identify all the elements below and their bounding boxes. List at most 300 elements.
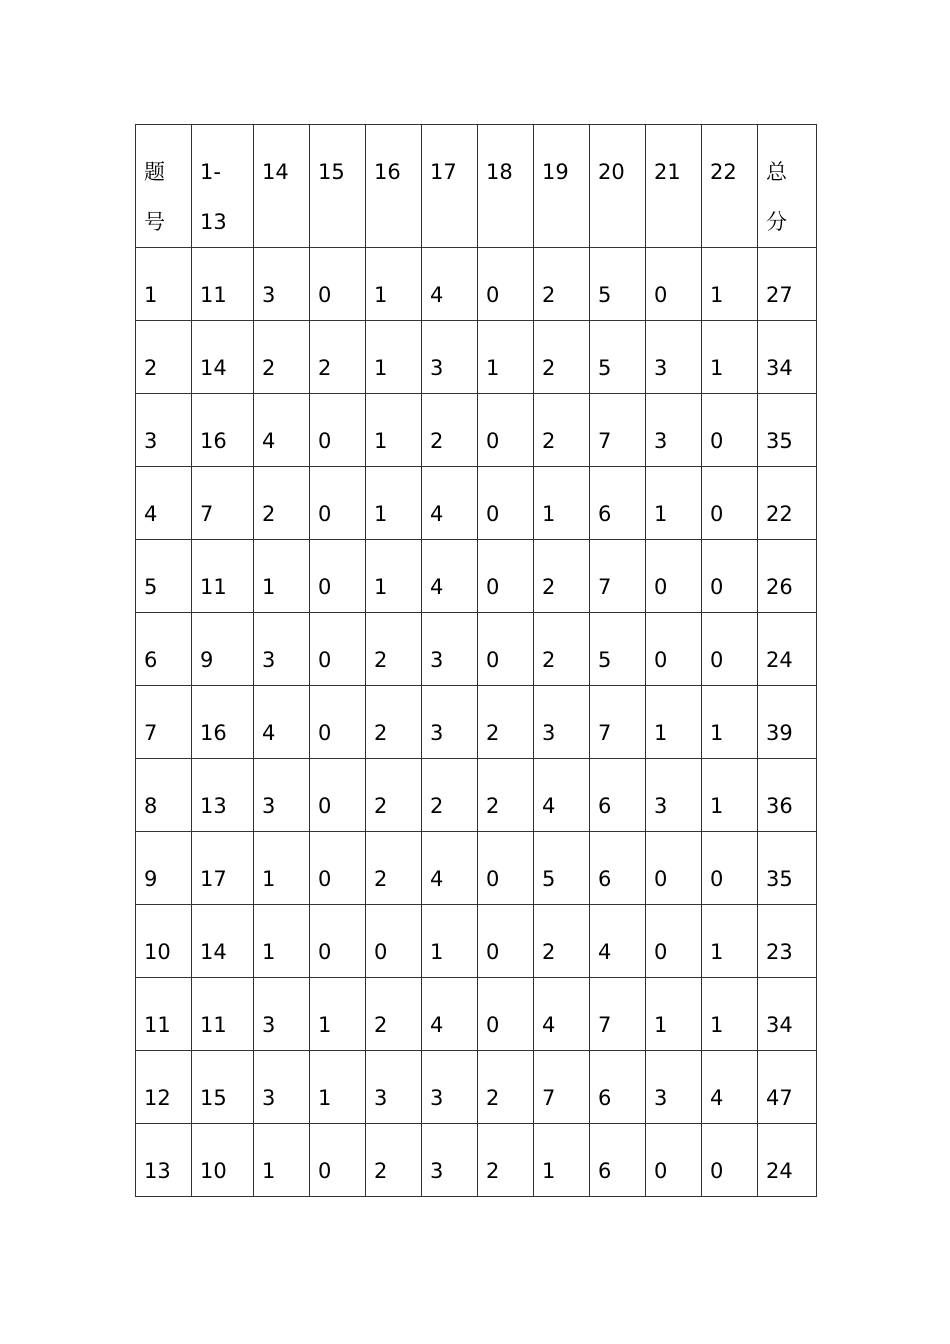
score-cell — [192, 1124, 254, 1197]
table-row — [136, 540, 817, 613]
cell-value: 1 — [374, 502, 388, 526]
cell-value: 26 — [766, 575, 793, 599]
header-label: 题号 — [144, 160, 165, 234]
cell-value: 4 — [542, 794, 556, 818]
header-row — [136, 125, 817, 248]
cell-value: 7 — [542, 1086, 556, 1110]
cell-value: 0 — [654, 648, 668, 672]
header-cell-question-number — [136, 125, 192, 248]
score-cell — [702, 686, 758, 759]
cell-value: 11 — [200, 1013, 227, 1037]
header-cell-q21 — [646, 125, 702, 248]
score-cell — [192, 1051, 254, 1124]
cell-value: 7 — [144, 721, 158, 745]
cell-value: 0 — [710, 1159, 724, 1183]
score-cell — [534, 686, 590, 759]
total-score-cell — [758, 613, 817, 686]
table-row — [136, 832, 817, 905]
cell-value: 0 — [710, 502, 724, 526]
cell-value: 2 — [486, 1159, 500, 1183]
cell-value: 1 — [654, 721, 668, 745]
score-cell — [702, 540, 758, 613]
score-cell — [366, 832, 422, 905]
score-table — [135, 124, 817, 1197]
header-label: 15 — [318, 160, 345, 184]
cell-value: 4 — [542, 1013, 556, 1037]
score-cell — [478, 248, 534, 321]
table-row — [136, 1124, 817, 1197]
cell-value: 9 — [144, 867, 158, 891]
cell-value: 39 — [766, 721, 793, 745]
header-cell-q20 — [590, 125, 646, 248]
cell-value: 6 — [598, 794, 612, 818]
table-row — [136, 686, 817, 759]
cell-value: 6 — [598, 1159, 612, 1183]
cell-value: 1 — [710, 356, 724, 380]
cell-value: 16 — [200, 721, 227, 745]
cell-value: 2 — [374, 1159, 388, 1183]
score-cell — [192, 467, 254, 540]
cell-value: 10 — [200, 1159, 227, 1183]
score-cell — [366, 394, 422, 467]
cell-value: 5 — [542, 867, 556, 891]
cell-value: 6 — [598, 502, 612, 526]
cell-value: 2 — [542, 575, 556, 599]
cell-value: 3 — [430, 648, 444, 672]
cell-value: 0 — [654, 867, 668, 891]
cell-value: 0 — [486, 575, 500, 599]
header-label: 总分 — [766, 160, 787, 234]
cell-value: 1 — [374, 283, 388, 307]
score-cell — [478, 832, 534, 905]
cell-value: 4 — [262, 721, 276, 745]
score-cell — [590, 905, 646, 978]
cell-value: 0 — [710, 648, 724, 672]
score-cell — [646, 832, 702, 905]
cell-value: 13 — [144, 1159, 171, 1183]
score-cell — [590, 321, 646, 394]
cell-value: 2 — [374, 1013, 388, 1037]
score-cell — [590, 248, 646, 321]
score-cell — [646, 321, 702, 394]
cell-value: 11 — [200, 575, 227, 599]
score-cell — [310, 540, 366, 613]
score-cell — [478, 759, 534, 832]
cell-value: 2 — [542, 648, 556, 672]
score-cell — [534, 540, 590, 613]
cell-value: 23 — [766, 940, 793, 964]
cell-value: 0 — [486, 502, 500, 526]
cell-value: 0 — [318, 648, 332, 672]
score-cell — [366, 905, 422, 978]
cell-value: 7 — [598, 721, 612, 745]
cell-value: 1 — [318, 1013, 332, 1037]
cell-value: 0 — [486, 940, 500, 964]
cell-value: 0 — [318, 502, 332, 526]
cell-value: 0 — [318, 867, 332, 891]
cell-value: 17 — [200, 867, 227, 891]
score-cell — [534, 613, 590, 686]
cell-value: 2 — [374, 794, 388, 818]
cell-value: 22 — [766, 502, 793, 526]
score-cell — [310, 978, 366, 1051]
score-cell — [702, 613, 758, 686]
score-cell — [478, 1124, 534, 1197]
score-cell — [254, 248, 310, 321]
score-cell — [254, 613, 310, 686]
cell-value: 4 — [430, 575, 444, 599]
score-cell — [192, 540, 254, 613]
cell-value: 1 — [654, 502, 668, 526]
cell-value: 3 — [654, 794, 668, 818]
score-cell — [534, 1051, 590, 1124]
row-number-cell — [136, 248, 192, 321]
score-cell — [646, 1051, 702, 1124]
cell-value: 2 — [374, 648, 388, 672]
cell-value: 5 — [598, 648, 612, 672]
score-cell — [646, 1124, 702, 1197]
cell-value: 1 — [262, 940, 276, 964]
cell-value: 0 — [318, 283, 332, 307]
score-cell — [702, 1051, 758, 1124]
cell-value: 0 — [318, 721, 332, 745]
cell-value: 0 — [654, 283, 668, 307]
cell-value: 2 — [486, 1086, 500, 1110]
score-cell — [590, 467, 646, 540]
score-cell — [366, 1051, 422, 1124]
score-cell — [254, 759, 310, 832]
cell-value: 34 — [766, 1013, 793, 1037]
score-cell — [310, 321, 366, 394]
score-cell — [192, 321, 254, 394]
total-score-cell — [758, 321, 817, 394]
score-cell — [478, 686, 534, 759]
score-cell — [646, 613, 702, 686]
table-row — [136, 321, 817, 394]
cell-value: 4 — [262, 429, 276, 453]
header-cell-q15 — [310, 125, 366, 248]
score-cell — [254, 978, 310, 1051]
score-cell — [590, 978, 646, 1051]
cell-value: 3 — [430, 356, 444, 380]
score-cell — [702, 978, 758, 1051]
table-row — [136, 759, 817, 832]
score-cell — [646, 978, 702, 1051]
score-cell — [646, 759, 702, 832]
cell-value: 2 — [262, 502, 276, 526]
score-cell — [590, 1124, 646, 1197]
score-cell — [478, 467, 534, 540]
score-cell — [702, 248, 758, 321]
score-cell — [590, 686, 646, 759]
cell-value: 10 — [144, 940, 171, 964]
total-score-cell — [758, 467, 817, 540]
total-score-cell — [758, 1124, 817, 1197]
cell-value: 1 — [318, 1086, 332, 1110]
score-cell — [422, 540, 478, 613]
score-cell — [310, 686, 366, 759]
table-row — [136, 905, 817, 978]
score-cell — [534, 467, 590, 540]
score-cell — [310, 248, 366, 321]
cell-value: 12 — [144, 1086, 171, 1110]
score-cell — [702, 321, 758, 394]
total-score-cell — [758, 248, 817, 321]
cell-value: 34 — [766, 356, 793, 380]
cell-value: 1 — [710, 721, 724, 745]
total-score-cell — [758, 905, 817, 978]
cell-value: 2 — [542, 356, 556, 380]
score-cell — [422, 1124, 478, 1197]
cell-value: 5 — [144, 575, 158, 599]
score-cell — [254, 467, 310, 540]
score-cell — [192, 394, 254, 467]
score-cell — [310, 613, 366, 686]
cell-value: 0 — [318, 429, 332, 453]
table-row — [136, 1051, 817, 1124]
cell-value: 1 — [374, 429, 388, 453]
score-cell — [254, 321, 310, 394]
cell-value: 5 — [598, 356, 612, 380]
cell-value: 3 — [542, 721, 556, 745]
total-score-cell — [758, 832, 817, 905]
score-cell — [310, 759, 366, 832]
row-number-cell — [136, 613, 192, 686]
cell-value: 0 — [374, 940, 388, 964]
score-cell — [478, 321, 534, 394]
cell-value: 0 — [486, 867, 500, 891]
score-cell — [534, 1124, 590, 1197]
cell-value: 1 — [144, 283, 158, 307]
score-cell — [254, 1051, 310, 1124]
score-cell — [310, 1124, 366, 1197]
cell-value: 0 — [654, 575, 668, 599]
cell-value: 0 — [654, 1159, 668, 1183]
score-cell — [534, 248, 590, 321]
total-score-cell — [758, 686, 817, 759]
header-cell-q17 — [422, 125, 478, 248]
cell-value: 1 — [374, 575, 388, 599]
score-cell — [192, 613, 254, 686]
header-cell-q22 — [702, 125, 758, 248]
cell-value: 1 — [262, 867, 276, 891]
score-cell — [590, 540, 646, 613]
score-cell — [422, 759, 478, 832]
cell-value: 1 — [542, 502, 556, 526]
cell-value: 1 — [710, 1013, 724, 1037]
cell-value: 14 — [200, 940, 227, 964]
score-cell — [366, 248, 422, 321]
header-label: 17 — [430, 160, 457, 184]
score-cell — [534, 321, 590, 394]
header-label: 20 — [598, 160, 625, 184]
score-cell — [702, 759, 758, 832]
cell-value: 4 — [430, 283, 444, 307]
cell-value: 6 — [598, 867, 612, 891]
score-cell — [590, 613, 646, 686]
score-cell — [422, 394, 478, 467]
score-cell — [422, 467, 478, 540]
row-number-cell — [136, 1124, 192, 1197]
score-cell — [590, 394, 646, 467]
score-cell — [192, 248, 254, 321]
score-cell — [422, 1051, 478, 1124]
score-cell — [646, 248, 702, 321]
cell-value: 4 — [430, 502, 444, 526]
score-cell — [534, 978, 590, 1051]
cell-value: 7 — [200, 502, 214, 526]
score-cell — [310, 1051, 366, 1124]
cell-value: 0 — [710, 429, 724, 453]
score-cell — [478, 394, 534, 467]
cell-value: 0 — [654, 940, 668, 964]
score-cell — [254, 394, 310, 467]
cell-value: 1 — [654, 1013, 668, 1037]
score-cell — [422, 321, 478, 394]
score-cell — [590, 759, 646, 832]
score-cell — [192, 978, 254, 1051]
cell-value: 3 — [654, 356, 668, 380]
table-row — [136, 467, 817, 540]
score-cell — [254, 905, 310, 978]
score-cell — [534, 759, 590, 832]
cell-value: 4 — [144, 502, 158, 526]
cell-value: 27 — [766, 283, 793, 307]
row-number-cell — [136, 467, 192, 540]
score-cell — [366, 1124, 422, 1197]
score-cell — [192, 759, 254, 832]
cell-value: 2 — [374, 867, 388, 891]
cell-value: 24 — [766, 1159, 793, 1183]
score-cell — [254, 686, 310, 759]
score-cell — [422, 248, 478, 321]
header-label: 18 — [486, 160, 513, 184]
score-cell — [478, 540, 534, 613]
total-score-cell — [758, 394, 817, 467]
cell-value: 14 — [200, 356, 227, 380]
table-row — [136, 394, 817, 467]
score-cell — [366, 321, 422, 394]
cell-value: 1 — [430, 940, 444, 964]
row-number-cell — [136, 540, 192, 613]
score-cell — [310, 905, 366, 978]
score-cell — [478, 905, 534, 978]
cell-value: 2 — [262, 356, 276, 380]
row-number-cell — [136, 686, 192, 759]
row-number-cell — [136, 978, 192, 1051]
cell-value: 2 — [542, 429, 556, 453]
score-cell — [646, 394, 702, 467]
cell-value: 6 — [144, 648, 158, 672]
cell-value: 13 — [200, 794, 227, 818]
score-cell — [310, 832, 366, 905]
row-number-cell — [136, 321, 192, 394]
score-cell — [646, 905, 702, 978]
cell-value: 11 — [144, 1013, 171, 1037]
cell-value: 2 — [374, 721, 388, 745]
score-cell — [366, 686, 422, 759]
header-cell-q16 — [366, 125, 422, 248]
cell-value: 16 — [200, 429, 227, 453]
row-number-cell — [136, 394, 192, 467]
cell-value: 3 — [262, 283, 276, 307]
cell-value: 2 — [542, 940, 556, 964]
cell-value: 1 — [542, 1159, 556, 1183]
score-cell — [534, 905, 590, 978]
cell-value: 3 — [144, 429, 158, 453]
cell-value: 0 — [486, 429, 500, 453]
score-cell — [702, 832, 758, 905]
total-score-cell — [758, 1051, 817, 1124]
score-cell — [534, 832, 590, 905]
cell-value: 24 — [766, 648, 793, 672]
score-cell — [702, 394, 758, 467]
score-cell — [534, 394, 590, 467]
cell-value: 7 — [598, 1013, 612, 1037]
cell-value: 3 — [374, 1086, 388, 1110]
score-cell — [590, 1051, 646, 1124]
cell-value: 35 — [766, 867, 793, 891]
cell-value: 4 — [710, 1086, 724, 1110]
score-cell — [702, 467, 758, 540]
cell-value: 7 — [598, 575, 612, 599]
cell-value: 35 — [766, 429, 793, 453]
score-cell — [478, 613, 534, 686]
cell-value: 9 — [200, 648, 214, 672]
cell-value: 4 — [598, 940, 612, 964]
score-cell — [366, 978, 422, 1051]
header-label: 16 — [374, 160, 401, 184]
cell-value: 3 — [430, 1086, 444, 1110]
cell-value: 3 — [430, 721, 444, 745]
cell-value: 0 — [710, 867, 724, 891]
cell-value: 47 — [766, 1086, 793, 1110]
header-cell-q1-13 — [192, 125, 254, 248]
row-number-cell — [136, 759, 192, 832]
cell-value: 0 — [318, 794, 332, 818]
score-cell — [310, 467, 366, 540]
score-cell — [478, 1051, 534, 1124]
cell-value: 1 — [262, 575, 276, 599]
row-number-cell — [136, 1051, 192, 1124]
header-cell-q14 — [254, 125, 310, 248]
score-cell — [192, 686, 254, 759]
score-cell — [590, 832, 646, 905]
score-cell — [422, 832, 478, 905]
cell-value: 11 — [200, 283, 227, 307]
score-cell — [366, 540, 422, 613]
table-row — [136, 248, 817, 321]
total-score-cell — [758, 759, 817, 832]
cell-value: 8 — [144, 794, 158, 818]
cell-value: 2 — [542, 283, 556, 307]
score-cell — [366, 613, 422, 686]
score-cell — [646, 467, 702, 540]
total-score-cell — [758, 540, 817, 613]
cell-value: 0 — [318, 575, 332, 599]
row-number-cell — [136, 905, 192, 978]
cell-value: 2 — [144, 356, 158, 380]
cell-value: 4 — [430, 1013, 444, 1037]
cell-value: 1 — [262, 1159, 276, 1183]
header-label: 1-13 — [200, 160, 227, 234]
header-label: 22 — [710, 160, 737, 184]
cell-value: 2 — [430, 794, 444, 818]
cell-value: 0 — [486, 648, 500, 672]
cell-value: 7 — [598, 429, 612, 453]
cell-value: 3 — [262, 794, 276, 818]
cell-value: 1 — [374, 356, 388, 380]
